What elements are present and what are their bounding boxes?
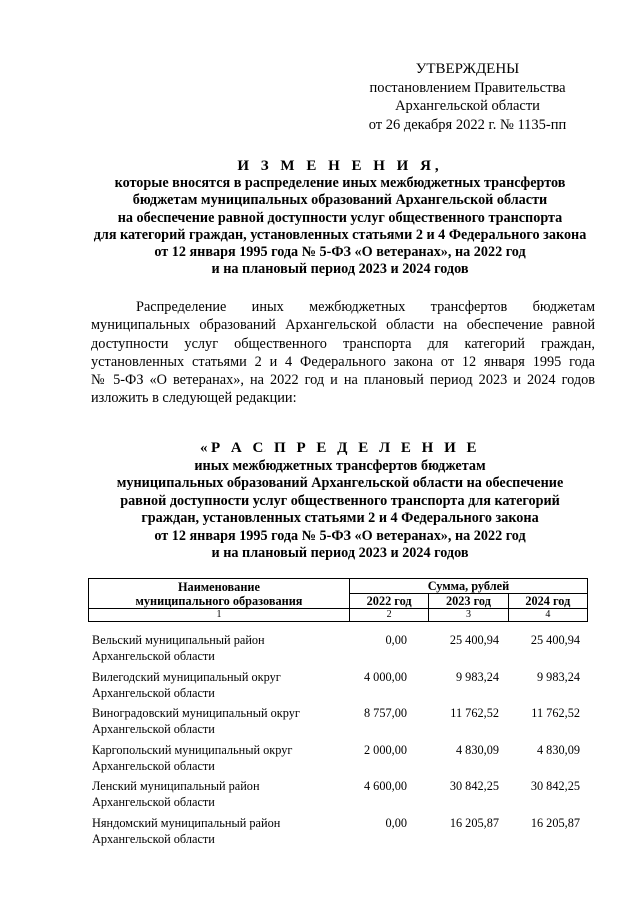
body-paragraph <box>91 298 595 408</box>
value-2022: 0,00 <box>385 815 407 830</box>
name-line: Архангельской области <box>92 795 215 809</box>
table-row <box>88 815 588 852</box>
value-2022: 4 000,00 <box>363 669 407 684</box>
table-row <box>88 669 588 706</box>
title-line: бюджетам муниципальных образований Архангельской области <box>132 192 548 209</box>
name-line: Ленский муниципальный район <box>92 779 260 793</box>
name-line: Вилегодский муниципальный округ <box>92 669 281 684</box>
value-2023: 25 400,94 <box>449 633 499 647</box>
municipality-name <box>92 815 342 847</box>
value-2023: 30 842,25 <box>449 779 499 793</box>
paragraph-line: Распределение иных межбюджетных трансфертов бюджетам <box>136 299 595 315</box>
year-header-2024: 2024 год <box>508 594 587 609</box>
paragraph-line: № 5-ФЗ «О ветеранах», на 2022 год и на плановый период 2023 и 2024 годов <box>91 372 595 389</box>
value-2022: 4 600,00 <box>363 779 407 793</box>
paragraph-line: доступности услуг общественного транспорта для категорий граждан, <box>91 335 595 352</box>
value-2024: 9 983,24 <box>536 669 580 684</box>
table-row <box>88 742 588 779</box>
title-line: на обеспечение равной доступности услуг общественного транспорта <box>117 209 563 226</box>
value-2023: 9 983,24 <box>455 669 499 684</box>
name-line: Архангельской области <box>92 649 215 663</box>
municipality-name <box>92 632 342 664</box>
value-2022: 2 000,00 <box>363 742 407 757</box>
distribution-heading: «Р А С П Р Е Д Е Л Е Н И Е <box>199 440 480 456</box>
paragraph-line: установленных статьями 2 и 4 Федерального закона от 12 января 1995 года <box>91 353 595 370</box>
distribution-line: муниципальных образований Архангельской области на обеспечение <box>116 475 564 491</box>
year-header-2022: 2022 год <box>349 594 428 609</box>
approval-line: Архангельской области <box>395 98 540 114</box>
distribution-title <box>70 440 610 563</box>
table-row <box>88 778 588 815</box>
value-2023: 16 205,87 <box>449 815 499 830</box>
name-line: Архангельской области <box>92 758 215 773</box>
column-index: 1 <box>89 609 350 622</box>
distribution-line: и на плановый период 2023 и 2024 годов <box>211 545 469 561</box>
value-2024: 25 400,94 <box>530 633 580 647</box>
distribution-line: равной доступности услуг общественного транспорта для категорий <box>120 492 560 509</box>
municipality-name <box>92 778 342 810</box>
municipality-name <box>92 742 342 774</box>
table-row <box>88 705 588 742</box>
name-line: Архангельской области <box>92 831 215 846</box>
name-line: Виноградовский муниципальный округ <box>92 706 300 720</box>
title-line: и на плановый период 2023 и 2024 годов <box>211 261 469 278</box>
value-2024: 16 205,87 <box>530 815 580 830</box>
changes-title <box>70 158 610 278</box>
value-2022: 0,00 <box>385 633 407 647</box>
column-index: 4 <box>508 609 587 622</box>
name-line: Архангельской области <box>92 685 215 700</box>
value-2022: 8 757,00 <box>363 706 407 720</box>
column-index: 3 <box>429 609 508 622</box>
value-2023: 11 762,52 <box>450 706 499 720</box>
name-column-header <box>89 579 350 609</box>
approval-line: от 26 декабря 2022 г. № 1135-пп <box>368 116 567 133</box>
value-2024: 30 842,25 <box>530 779 580 793</box>
title-line: от 12 января 1995 года № 5-ФЗ «О ветеранах», на 2022 год <box>154 244 526 261</box>
approval-heading: УТВЕРЖДЕНЫ <box>415 61 520 77</box>
value-2024: 11 762,52 <box>531 706 580 720</box>
changes-heading: И З М Е Н Е Н И Я, <box>237 158 443 174</box>
name-line: Архангельской области <box>92 722 215 736</box>
name-line: Вельский муниципальный район <box>92 633 265 647</box>
name-line: Няндомский муниципальный район <box>92 815 281 830</box>
name-line: Каргопольский муниципальный округ <box>92 742 293 757</box>
value-2023: 4 830,09 <box>455 742 499 757</box>
table-body <box>88 632 588 851</box>
paragraph-line: изложить в следующей редакции: <box>91 390 297 407</box>
distribution-table-header <box>88 578 588 622</box>
column-index: 2 <box>349 609 428 622</box>
distribution-line: от 12 января 1995 года № 5-ФЗ «О ветеранах», на 2022 год <box>154 527 526 544</box>
approval-block <box>360 60 575 134</box>
table-row <box>88 632 588 669</box>
name-header-line: Наименование <box>177 579 260 594</box>
municipality-name <box>92 669 342 701</box>
value-2024: 4 830,09 <box>536 742 580 757</box>
title-line: для категорий граждан, установленных статьями 2 и 4 Федерального закона <box>93 226 587 243</box>
sum-column-header: Сумма, рублей <box>349 579 587 594</box>
name-header-line: муниципального образования <box>135 593 303 608</box>
distribution-line: граждан, установленных статьями 2 и 4 Федерального закона <box>141 510 539 526</box>
title-line: которые вносятся в распределение иных межбюджетных трансфертов <box>114 175 566 192</box>
approval-line: постановлением Правительства <box>369 79 566 96</box>
distribution-line: иных межбюджетных трансфертов бюджетам <box>194 457 486 474</box>
municipality-name <box>92 705 342 737</box>
paragraph-line: муниципальных образований Архангельской области на обеспечение равной <box>91 317 595 334</box>
year-header-2023: 2023 год <box>429 594 508 609</box>
